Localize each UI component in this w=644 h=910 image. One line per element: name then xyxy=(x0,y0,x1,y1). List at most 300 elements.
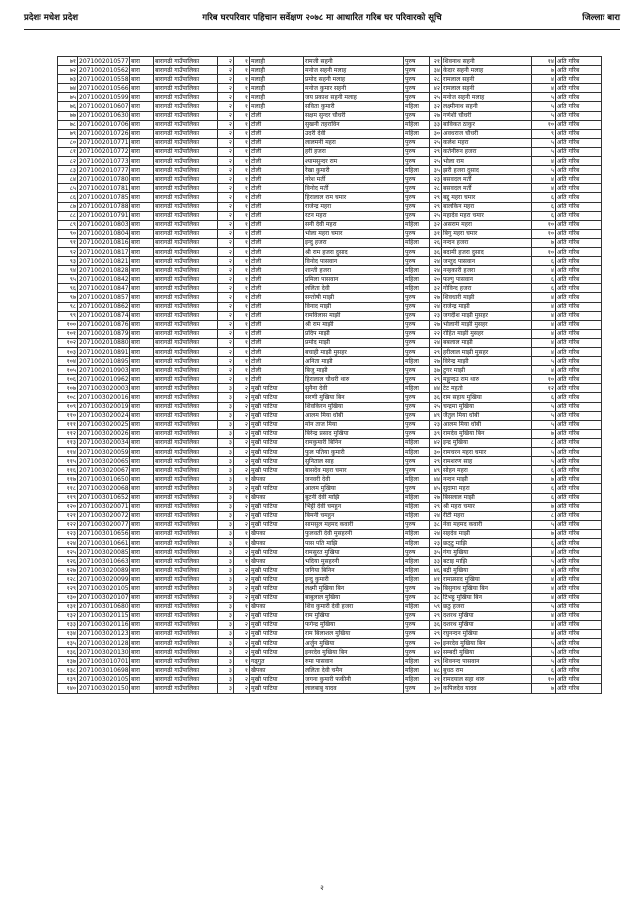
gender-cell: पुरुष xyxy=(404,548,430,557)
tole-cell: टोली xyxy=(250,338,304,347)
head-name-cell: ललिता देवी xyxy=(304,284,404,293)
municipality-cell: बारागढी गाउँपालिका xyxy=(154,202,218,211)
table-row xyxy=(58,420,602,429)
head-name-cell: प्रमोद माझी xyxy=(304,338,404,347)
ward-part-cell: २ xyxy=(234,575,250,584)
age-cell: २० xyxy=(430,275,442,284)
ward-cell: ३ xyxy=(218,557,234,566)
ward-cell: २ xyxy=(218,266,234,275)
tole-cell: मुखी पाटिया xyxy=(250,402,304,411)
table-row xyxy=(58,511,602,520)
ward-part-cell: १ xyxy=(234,93,250,102)
table-row xyxy=(58,257,602,266)
head-name-cell: मनोज कुमार सहनी xyxy=(304,84,404,93)
tole-cell: मुखी पाटिया xyxy=(250,566,304,575)
household-id-cell: 2071003020128 xyxy=(79,639,129,647)
district-cell: बारा xyxy=(130,557,154,566)
table-row xyxy=(58,666,602,675)
age-cell: २७ xyxy=(430,493,442,502)
ward-cell: ३ xyxy=(218,448,234,457)
table-row xyxy=(58,466,602,475)
head-name-cell: भिट्टी देवी चमहुन xyxy=(304,502,404,511)
father-name-cell: बबलाल माझी xyxy=(442,338,532,347)
head-name-cell: बिमनी चमहुन xyxy=(304,511,404,520)
gender-cell: पुरुष xyxy=(404,202,430,211)
tole-cell: मुखी पाटिया xyxy=(250,457,304,466)
category-cell: अति गरिब xyxy=(556,411,602,420)
category-cell: अति गरिब xyxy=(556,502,602,511)
father-name-cell: लक्ष्मीनाथ सहनी xyxy=(442,102,532,111)
municipality-cell: बारागढी गाउँपालिका xyxy=(154,66,218,75)
tole-cell: खैपका xyxy=(250,602,304,611)
members-cell: ४ xyxy=(532,184,556,193)
table-row xyxy=(58,639,602,648)
head-name-cell: आलम मुखिया xyxy=(304,484,404,493)
tole-cell: मलाही xyxy=(250,84,304,93)
district-cell: बारा xyxy=(130,484,154,493)
age-cell: २३ xyxy=(430,538,442,547)
municipality-cell: बारागढी गाउँपालिका xyxy=(154,102,218,111)
members-cell: ५ xyxy=(532,147,556,156)
category-cell: अति गरिब xyxy=(556,157,602,166)
ward-part-cell: २ xyxy=(234,502,250,511)
ward-cell: २ xyxy=(218,84,234,93)
municipality-cell: बारागढी गाउँपालिका xyxy=(154,247,218,256)
gender-cell: महिला xyxy=(404,675,430,684)
district-cell: बारा xyxy=(130,357,154,366)
members-cell: ५ xyxy=(532,357,556,366)
gender-cell: पुरुष xyxy=(404,348,430,357)
ward-part-cell: १ xyxy=(234,220,250,229)
district-cell: बारा xyxy=(130,684,154,693)
category-cell: अति गरिब xyxy=(556,166,602,175)
household-id-cell: 2071003010661 xyxy=(79,539,129,547)
ward-part-cell: १ xyxy=(234,238,250,247)
tole-cell: मुखी पाटिया xyxy=(250,684,304,693)
tole-cell: टोली xyxy=(250,175,304,184)
age-cell: २० xyxy=(430,639,442,648)
members-cell: १४ xyxy=(532,57,556,66)
head-name-cell: बचाही माझी मुसहर xyxy=(304,348,404,357)
father-name-cell: मङ्गुन्दउ राम थारु xyxy=(442,375,532,384)
municipality-cell: बारागढी गाउँपालिका xyxy=(154,129,218,138)
head-name-cell: रटन महरा xyxy=(304,211,404,220)
category-cell: अति गरिब xyxy=(556,448,602,457)
members-cell: ५ xyxy=(532,557,556,566)
ward-cell: २ xyxy=(218,175,234,184)
table-row xyxy=(58,338,602,347)
serial-cell: ९२ xyxy=(58,247,78,256)
tole-cell: खैपका xyxy=(250,666,304,675)
municipality-cell: बारागढी गाउँपालिका xyxy=(154,629,218,638)
father-name-cell: छठु हजरा xyxy=(442,602,532,611)
members-cell: १० xyxy=(532,375,556,384)
father-name-cell: कर्तनीरुन हजरा xyxy=(442,147,532,156)
father-name-cell: टुगर माझी xyxy=(442,366,532,375)
ward-part-cell: १ xyxy=(234,338,250,347)
municipality-cell: बारागढी गाउँपालिका xyxy=(154,138,218,147)
tole-cell: खैपका xyxy=(250,538,304,547)
age-cell: ४२ xyxy=(430,84,442,93)
table-row xyxy=(58,129,602,138)
municipality-cell: बारागढी गाउँपालिका xyxy=(154,293,218,302)
household-id-cell: 2071002010816 xyxy=(79,239,129,247)
serial-cell: १२० xyxy=(58,502,78,511)
tole-cell: मुखी पाटिया xyxy=(250,384,304,393)
gender-cell: पुरुष xyxy=(404,193,430,202)
members-cell: ४ xyxy=(532,584,556,593)
district-cell: बारा xyxy=(130,639,154,648)
father-name-cell: छठ्टु माझि xyxy=(442,538,532,547)
ward-cell: २ xyxy=(218,375,234,384)
age-cell: २९ xyxy=(430,193,442,202)
tole-cell: टोली xyxy=(250,184,304,193)
district-cell: बारा xyxy=(130,648,154,657)
category-cell: अति गरिब xyxy=(556,338,602,347)
household-id-cell: 2071002010903 xyxy=(79,366,129,374)
household-id-cell: 2071002010804 xyxy=(79,230,129,238)
members-cell: ८ xyxy=(532,438,556,447)
municipality-cell: बारागढी गाउँपालिका xyxy=(154,429,218,438)
father-name-cell: गोविन्द हजरा xyxy=(442,284,532,293)
municipality-cell: बारागढी गाउँपालिका xyxy=(154,411,218,420)
gender-cell: पुरुष xyxy=(404,411,430,420)
head-name-cell: लालमनी महरा xyxy=(304,138,404,147)
gender-cell: पुरुष xyxy=(404,75,430,84)
table-row xyxy=(58,329,602,338)
age-cell: २५ xyxy=(430,157,442,166)
serial-cell: ९१ xyxy=(58,238,78,247)
table-row xyxy=(58,648,602,657)
ward-part-cell: १ xyxy=(234,275,250,284)
table-row xyxy=(58,220,602,229)
municipality-cell: बारागढी गाउँपालिका xyxy=(154,548,218,557)
members-cell: ५ xyxy=(532,102,556,111)
serial-cell: ८९ xyxy=(58,220,78,229)
serial-cell: ७२ xyxy=(58,66,78,75)
ward-part-cell: २ xyxy=(234,648,250,657)
head-name-cell: शिवकिरन मुखिया xyxy=(304,402,404,411)
household-id-cell: 2071003010680 xyxy=(79,603,129,611)
gender-cell: पुरुष xyxy=(404,66,430,75)
ward-cell: ३ xyxy=(218,566,234,575)
municipality-cell: बारागढी गाउँपालिका xyxy=(154,338,218,347)
members-cell: ४ xyxy=(532,329,556,338)
age-cell: ३८ xyxy=(430,520,442,529)
gender-cell: महिला xyxy=(404,666,430,675)
father-name-cell: नन्हकारी हजरा xyxy=(442,266,532,275)
ward-cell: २ xyxy=(218,320,234,329)
members-cell: ६ xyxy=(532,666,556,675)
serial-cell: १०२ xyxy=(58,338,78,347)
municipality-cell: बारागढी गाउँपालिका xyxy=(154,575,218,584)
category-cell: अति गरिब xyxy=(556,375,602,384)
gender-cell: पुरुष xyxy=(404,338,430,347)
tole-cell: टोली xyxy=(250,147,304,156)
household-id-cell: 2071003020019 xyxy=(79,403,129,411)
tole-cell: मुखी पाटिया xyxy=(250,393,304,402)
gender-cell: पुरुष xyxy=(404,175,430,184)
household-id-cell: 2071003020099 xyxy=(79,575,129,583)
tole-cell: टोली xyxy=(250,266,304,275)
tole-cell: टोली xyxy=(250,202,304,211)
ward-cell: ३ xyxy=(218,639,234,648)
serial-cell: १३५ xyxy=(58,639,78,648)
members-cell: ५ xyxy=(532,420,556,429)
ward-part-cell: २ xyxy=(234,684,250,693)
ward-cell: ३ xyxy=(218,593,234,602)
serial-cell: ८४ xyxy=(58,175,78,184)
head-name-cell: भदिया मुसहरनी xyxy=(304,557,404,566)
tole-cell: मुखी पाटिया xyxy=(250,575,304,584)
gender-cell: महिला xyxy=(404,266,430,275)
serial-cell: १३१ xyxy=(58,602,78,611)
members-cell: ६ xyxy=(532,538,556,547)
ward-part-cell: १ xyxy=(234,211,250,220)
age-cell: ३९ xyxy=(430,429,442,438)
household-id-cell: 2071002010821 xyxy=(79,257,129,265)
table-row xyxy=(58,575,602,584)
municipality-cell: बारागढी गाउँपालिका xyxy=(154,366,218,375)
head-name-cell: लालबाबु यादव xyxy=(304,684,404,693)
ward-cell: ३ xyxy=(218,657,234,666)
age-cell: ४९ xyxy=(430,466,442,475)
table-row xyxy=(58,293,602,302)
gender-cell: पुरुष xyxy=(404,211,430,220)
category-cell: अति गरिब xyxy=(556,429,602,438)
father-name-cell: श्री महरा चमार xyxy=(442,502,532,511)
district-cell: बारा xyxy=(130,57,154,66)
category-cell: अति गरिब xyxy=(556,402,602,411)
age-cell: ३१ xyxy=(430,229,442,238)
head-name-cell: फुल पतिया कुमारी xyxy=(304,448,404,457)
household-id-cell: 2071002010706 xyxy=(79,121,129,129)
table-row xyxy=(58,93,602,102)
table-row xyxy=(58,166,602,175)
district-cell: बारा xyxy=(130,202,154,211)
tole-cell: टोली xyxy=(250,320,304,329)
district-cell: बारा xyxy=(130,120,154,129)
municipality-cell: बारागढी गाउँपालिका xyxy=(154,238,218,247)
gender-cell: महिला xyxy=(404,357,430,366)
municipality-cell: बारागढी गाउँपालिका xyxy=(154,566,218,575)
members-cell: ७ xyxy=(532,529,556,538)
serial-cell: १२२ xyxy=(58,520,78,529)
ward-cell: २ xyxy=(218,166,234,175)
head-name-cell: अनिता माझी xyxy=(304,357,404,366)
ward-cell: ३ xyxy=(218,520,234,529)
category-cell: अति गरिब xyxy=(556,320,602,329)
household-id-cell: 2071002010566 xyxy=(79,84,129,92)
municipality-cell: बारागढी गाउँपालिका xyxy=(154,193,218,202)
household-id-cell: 2071003020034 xyxy=(79,439,129,447)
table-row xyxy=(58,457,602,466)
age-cell: ४५ xyxy=(430,484,442,493)
household-id-cell: 2071002010876 xyxy=(79,321,129,329)
head-name-cell: मोन ताज मिया xyxy=(304,420,404,429)
members-cell: ६ xyxy=(532,275,556,284)
district-cell: बारा xyxy=(130,529,154,538)
household-id-cell: 2071002010562 xyxy=(79,66,129,74)
members-cell: ४ xyxy=(532,320,556,329)
district-cell: बारा xyxy=(130,284,154,293)
members-cell: ६ xyxy=(532,466,556,475)
head-name-cell: इन्दु हजरा xyxy=(304,238,404,247)
father-name-cell: राजेन्द्र माझी xyxy=(442,302,532,311)
category-cell: अति गरिब xyxy=(556,602,602,611)
table-row xyxy=(58,657,602,666)
head-name-cell: उदरी देवी xyxy=(304,129,404,138)
father-name-cell: रामदेव मुखिया बिन xyxy=(442,429,532,438)
municipality-cell: बारागढी गाउँपालिका xyxy=(154,75,218,84)
district-cell: बारा xyxy=(130,366,154,375)
members-cell: ६ xyxy=(532,284,556,293)
father-name-cell: रामलाल सहनी xyxy=(442,75,532,84)
municipality-cell: बारागढी गाउँपालिका xyxy=(154,502,218,511)
members-cell: ६ xyxy=(532,493,556,502)
municipality-cell: बारागढी गाउँपालिका xyxy=(154,257,218,266)
household-id-cell: 2071003020107 xyxy=(79,594,129,602)
gender-cell: पुरुष xyxy=(404,620,430,629)
district-cell: बारा xyxy=(130,166,154,175)
gender-cell: पुरुष xyxy=(404,229,430,238)
category-cell: अति गरिब xyxy=(556,548,602,557)
ward-cell: ३ xyxy=(218,629,234,638)
gender-cell: महिला xyxy=(404,529,430,538)
age-cell: २९ xyxy=(430,657,442,666)
members-cell: ७ xyxy=(532,475,556,484)
gender-cell: पुरुष xyxy=(404,93,430,102)
serial-cell: १३३ xyxy=(58,620,78,629)
ward-cell: २ xyxy=(218,311,234,320)
father-name-cell: रामदयाल सहा थारु xyxy=(442,675,532,684)
household-id-cell: 2071002010785 xyxy=(79,193,129,201)
district-cell: बारा xyxy=(130,302,154,311)
ward-part-cell: २ xyxy=(234,566,250,575)
tole-cell: टोली xyxy=(250,238,304,247)
age-cell: ४९ xyxy=(430,411,442,420)
district-cell: बारा xyxy=(130,266,154,275)
household-id-cell: 2071003010652 xyxy=(79,494,129,502)
category-cell: अति गरिब xyxy=(556,593,602,602)
municipality-cell: बारागढी गाउँपालिका xyxy=(154,166,218,175)
district-cell: बारा xyxy=(130,457,154,466)
table-row xyxy=(58,275,602,284)
ward-part-cell: १ xyxy=(234,493,250,502)
gender-cell: पुरुष xyxy=(404,247,430,256)
district-cell: बारा xyxy=(130,575,154,584)
table-row xyxy=(58,84,602,93)
ward-part-cell: १ xyxy=(234,375,250,384)
ward-cell: ३ xyxy=(218,411,234,420)
serial-cell: ७५ xyxy=(58,93,78,102)
gender-cell: पुरुष xyxy=(404,375,430,384)
category-cell: अति गरिब xyxy=(556,302,602,311)
tole-cell: टोली xyxy=(250,211,304,220)
serial-cell: ११७ xyxy=(58,475,78,484)
category-cell: अति गरिब xyxy=(556,193,602,202)
district-cell: बारा xyxy=(130,102,154,111)
ward-cell: २ xyxy=(218,193,234,202)
members-cell: १० xyxy=(532,220,556,229)
category-cell: अति गरिब xyxy=(556,639,602,648)
district-cell: बारा xyxy=(130,466,154,475)
municipality-cell: बारागढी गाउँपालिका xyxy=(154,384,218,393)
category-cell: अति गरिब xyxy=(556,393,602,402)
ward-part-cell: १ xyxy=(234,84,250,93)
ward-cell: ३ xyxy=(218,602,234,611)
age-cell: २९ xyxy=(430,375,442,384)
age-cell: २९ xyxy=(430,629,442,638)
members-cell: ४ xyxy=(532,611,556,620)
father-name-cell: फल्गु पासवान xyxy=(442,275,532,284)
table-row xyxy=(58,247,602,256)
table-row xyxy=(58,593,602,602)
table-row xyxy=(58,557,602,566)
age-cell: ३३ xyxy=(430,557,442,566)
members-cell: ४ xyxy=(532,293,556,302)
father-name-cell: कपिलदेव यादव xyxy=(442,684,532,693)
category-cell: अति गरिब xyxy=(556,620,602,629)
serial-cell: ११५ xyxy=(58,457,78,466)
ward-part-cell: १ xyxy=(234,111,250,120)
category-cell: अति गरिब xyxy=(556,147,602,156)
municipality-cell: बारागढी गाउँपालिका xyxy=(154,648,218,657)
gender-cell: महिला xyxy=(404,120,430,129)
category-cell: अति गरिब xyxy=(556,520,602,529)
serial-cell: ७१ xyxy=(58,57,78,66)
municipality-cell: बारागढी गाउँपालिका xyxy=(154,584,218,593)
ward-cell: २ xyxy=(218,147,234,156)
ward-cell: २ xyxy=(218,102,234,111)
ward-cell: २ xyxy=(218,75,234,84)
district-cell: बारा xyxy=(130,620,154,629)
gender-cell: पुरुष xyxy=(404,366,430,375)
ward-cell: ३ xyxy=(218,611,234,620)
ward-cell: ३ xyxy=(218,548,234,557)
ward-cell: ३ xyxy=(218,402,234,411)
household-id-cell: 2071002010773 xyxy=(79,157,129,165)
tole-cell: टोली xyxy=(250,302,304,311)
father-name-cell: बिसलाल माझी xyxy=(442,493,532,502)
ward-part-cell: १ xyxy=(234,247,250,256)
tole-cell: मलाही xyxy=(250,75,304,84)
father-name-cell: गणेशी चौधरी xyxy=(442,111,532,120)
district-cell: बारा xyxy=(130,593,154,602)
ward-part-cell: २ xyxy=(234,402,250,411)
municipality-cell: बारागढी गाउँपालिका xyxy=(154,611,218,620)
table-row xyxy=(58,157,602,166)
household-id-cell: 2071003020115 xyxy=(79,612,129,620)
members-cell: ४ xyxy=(532,548,556,557)
serial-cell: १३८ xyxy=(58,666,78,675)
gender-cell: महिला xyxy=(404,438,430,447)
members-cell: १० xyxy=(532,247,556,256)
tole-cell: टोली xyxy=(250,348,304,357)
tole-cell: टोली xyxy=(250,375,304,384)
table-row xyxy=(58,175,602,184)
head-name-cell: हरी हजरा xyxy=(304,147,404,156)
municipality-cell: बारागढी गाउँपालिका xyxy=(154,557,218,566)
household-id-cell: 2071002010788 xyxy=(79,203,129,211)
gender-cell: पुरुष xyxy=(404,184,430,193)
table-row xyxy=(58,111,602,120)
table-row xyxy=(58,147,602,156)
ward-cell: २ xyxy=(218,220,234,229)
ward-part-cell: २ xyxy=(234,393,250,402)
household-id-cell: 2071002010599 xyxy=(79,93,129,101)
ward-part-cell: १ xyxy=(234,666,250,675)
